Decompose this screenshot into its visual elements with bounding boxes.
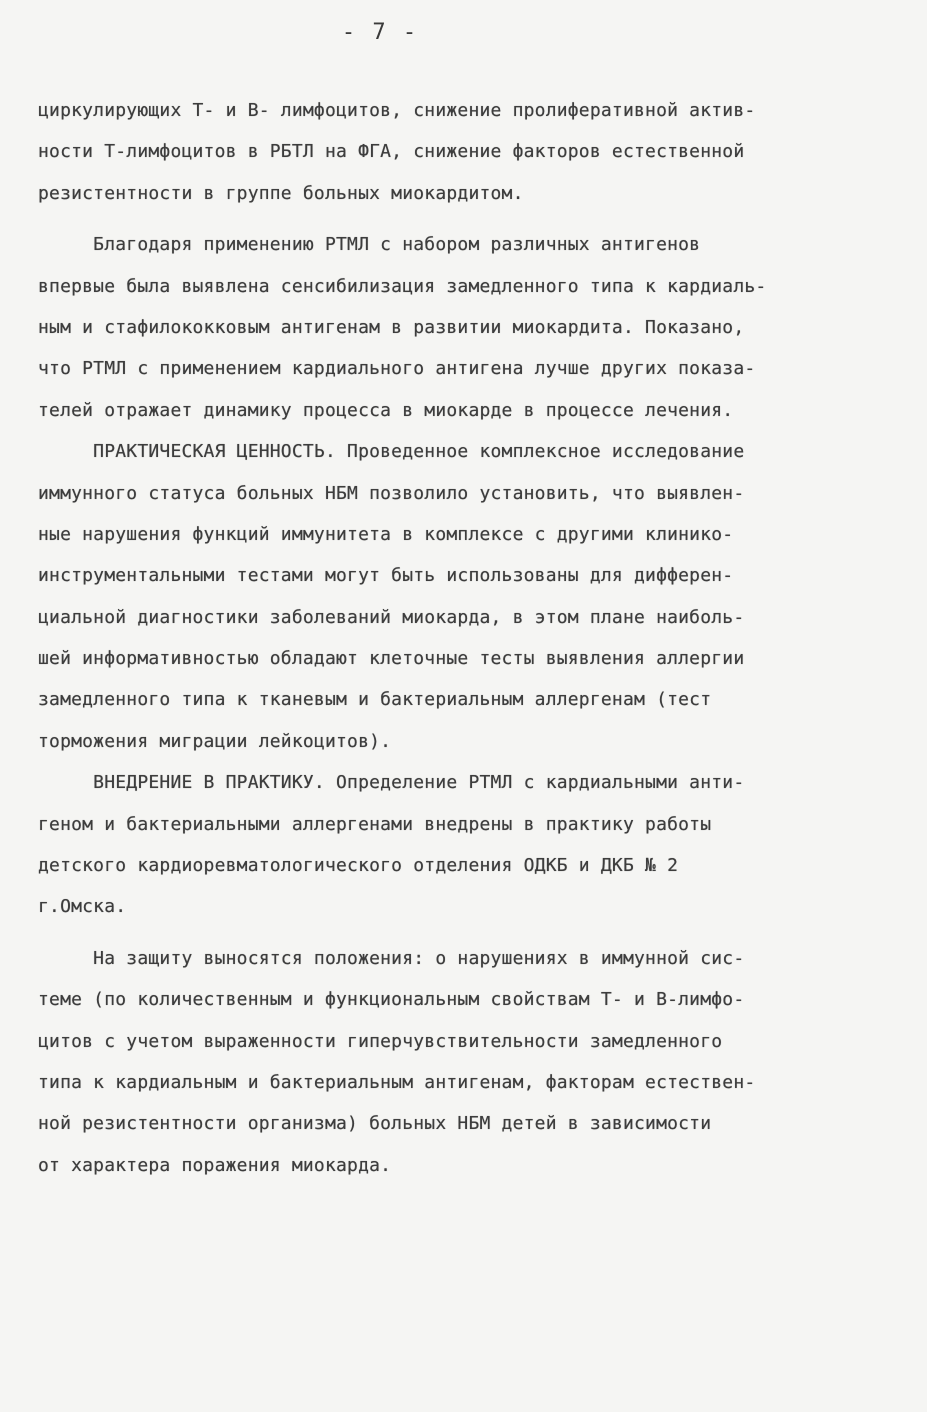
text-line: замедленного типа к тканевым и бактериальным аллергенам (тест <box>38 689 712 711</box>
paragraph-rtml <box>38 224 878 431</box>
text-line: Благодаря применению РТМЛ с набором различных антигенов <box>38 234 701 256</box>
text-line: ным и стафилококковым антигенам в развитии миокардита. Показано, <box>38 316 745 338</box>
text-line: г.Омска. <box>38 896 127 918</box>
text-line: инструментальными тестами могут быть использованы для дифферен- <box>38 565 734 587</box>
text-line: геном и бактериальными аллергенами внедрены в практику работы <box>38 813 712 835</box>
text-line: циальной диагностики заболеваний миокарда, в этом плане наиболь- <box>38 606 745 628</box>
page-number: - 7 - <box>341 20 419 45</box>
text-line: циркулирующих Т- и В- лимфоцитов, снижение пролиферативной актив- <box>38 100 756 121</box>
paragraph-practical-value <box>38 431 878 762</box>
paragraph-defense-points <box>38 938 878 1186</box>
text-line: ВНЕДРЕНИЕ В ПРАКТИКУ. Определение РТМЛ с кардиальными анти- <box>38 772 745 794</box>
text-line: теме (по количественным и функциональным свойствам Т- и В-лимфо- <box>38 989 745 1011</box>
text-line: резистентности в группе больных миокардитом. <box>38 182 524 204</box>
text-line: впервые была выявлена сенсибилизация замедленного типа к кардиаль- <box>38 275 767 297</box>
text-line: цитов с учетом выраженности гиперчувствительности замедленного <box>38 1030 723 1052</box>
text-line: типа к кардиальным и бактериальным антигенам, факторам естествен- <box>38 1071 756 1093</box>
body-text <box>38 90 878 1186</box>
paragraph-findings <box>38 90 878 214</box>
text-line: ной резистентности организма) больных НБМ детей в зависимости <box>38 1113 712 1135</box>
text-line: что РТМЛ с применением кардиального антигена лучше других показа- <box>38 358 756 380</box>
text-line: На защиту выносятся положения: о нарушениях в иммунной сис- <box>38 947 745 969</box>
text-line: ные нарушения функций иммунитета в комплексе с другими клинико- <box>38 523 734 545</box>
paragraph-implementation <box>38 762 878 928</box>
text-line: ности Т-лимфоцитов в РБТЛ на ФГА, снижение факторов естественной <box>38 141 745 163</box>
text-line: от характера поражения миокарда. <box>38 1154 392 1176</box>
text-line: шей информативностью обладают клеточные тесты выявления аллергии <box>38 648 745 670</box>
text-line: иммунного статуса больных НБМ позволило установить, что выявлен- <box>38 482 745 504</box>
text-line: телей отражает динамику процесса в миокарде в процессе лечения. <box>38 399 734 421</box>
text-line: детского кардиоревматологического отделения ОДКБ и ДКБ № 2 <box>38 855 679 877</box>
text-line: торможения миграции лейкоцитов). <box>38 730 392 752</box>
text-line: ПРАКТИЧЕСКАЯ ЦЕННОСТЬ. Проведенное комплексное исследование <box>38 441 745 463</box>
